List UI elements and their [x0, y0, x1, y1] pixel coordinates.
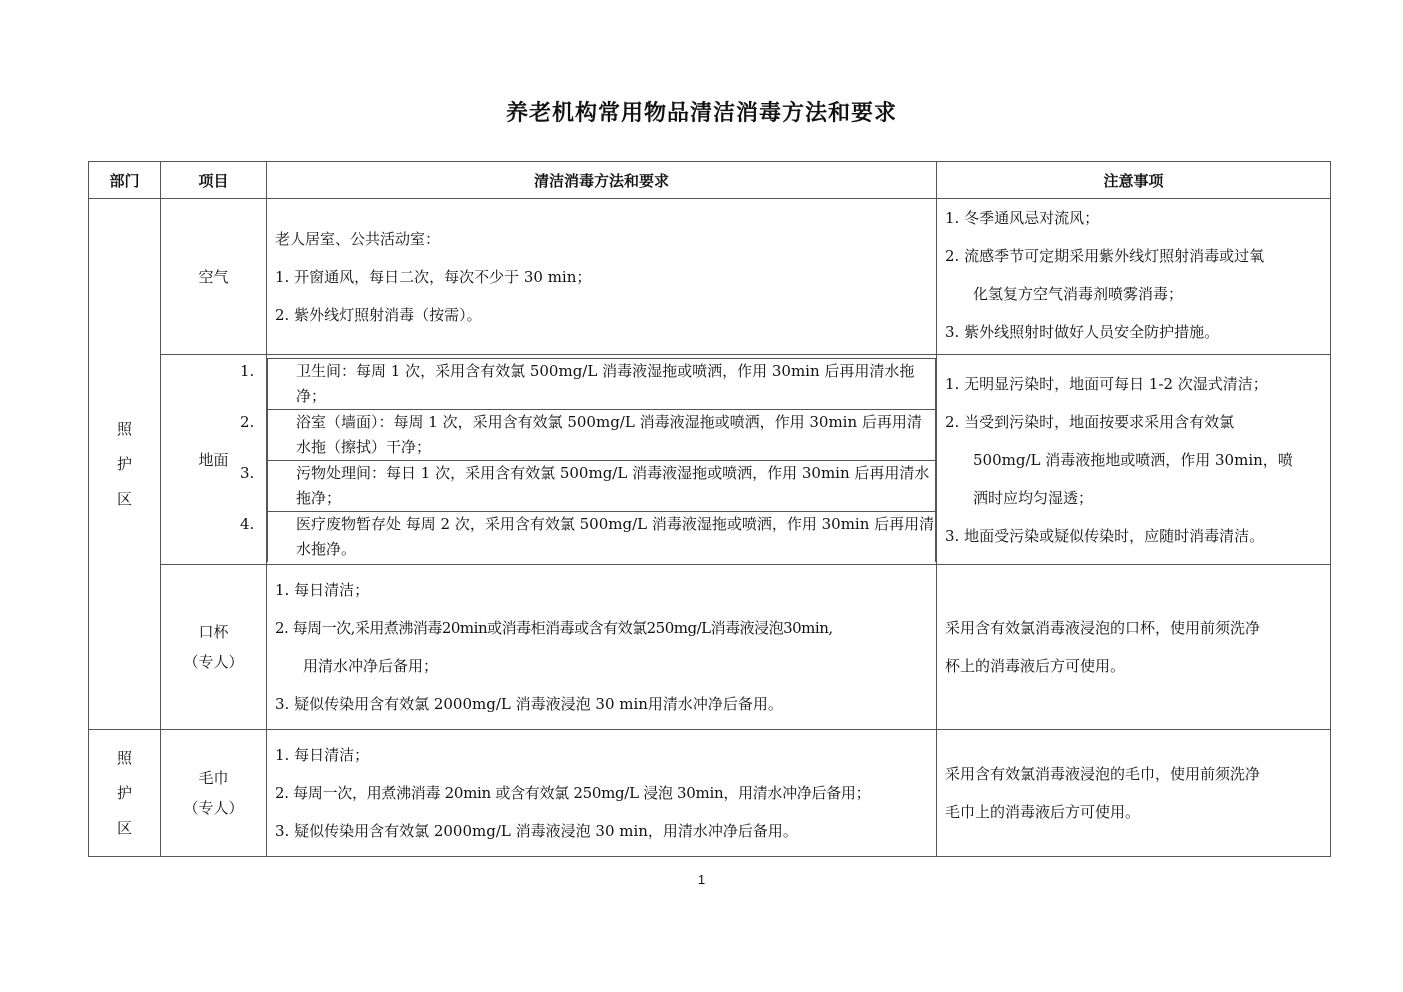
- method-line: 3. 疑似传染用含有效氯 2000mg/L 消毒液浸泡 30 min，用清水冲净后备用。: [275, 822, 798, 840]
- item-towel-sub: （专人）: [183, 799, 244, 817]
- item-number: 4.: [240, 514, 255, 533]
- dept-char: 护: [116, 454, 132, 473]
- method-intro: 老人居室、公共活动室：: [275, 229, 441, 248]
- item-text: 医疗废物暂存处 每周 2 次，采用含有效氯 500mg/L 消毒液湿拖或喷洒，作用 30min 后再用清水拖净。: [296, 514, 935, 558]
- item-number: 1.: [240, 361, 255, 380]
- header-notes: 注意事项: [937, 162, 1331, 199]
- method-cup: [267, 565, 937, 730]
- list-item: [268, 460, 936, 511]
- table-row-air: [89, 199, 1331, 355]
- item-number: 2.: [240, 412, 255, 431]
- item-text: 浴室（墙面）：每周 1 次，采用含有效氯 500mg/L 消毒液湿拖或喷洒，作用 30min 后再用清水拖（擦拭）干净；: [296, 412, 922, 456]
- method-air: [267, 199, 937, 355]
- method-line: 用清水冲净后备用；: [303, 657, 439, 675]
- note-line: 化氢复方空气消毒剂喷雾消毒；: [973, 285, 1184, 303]
- item-floor: 地面: [161, 355, 267, 565]
- method-line: 3. 疑似传染用含有效氯 2000mg/L 消毒液浸泡 30 min用清水冲净后备用。: [275, 695, 783, 713]
- method-line: 2. 每周一次，用煮沸消毒 20min 或含有效氯 250mg/L 浸泡 30min，用清水冲净后备用；: [275, 784, 871, 802]
- dept-char: 照: [116, 748, 132, 767]
- note-line: 3. 地面受污染或疑似传染时，应随时消毒清洁。: [945, 526, 1265, 545]
- header-item: 项目: [161, 162, 267, 199]
- dept-char: 照: [116, 419, 132, 438]
- list-item: [268, 409, 936, 460]
- floor-method-list: [240, 358, 936, 562]
- note-line: 采用含有效氯消毒液浸泡的口杯，使用前须洗净: [945, 619, 1261, 637]
- item-text: 卫生间：每周 1 次，采用含有效氯 500mg/L 消毒液湿拖或喷洒，作用 30min 后再用清水拖净；: [296, 361, 915, 405]
- header-method: 清洁消毒方法和要求: [267, 162, 937, 199]
- list-item: [268, 511, 936, 562]
- method-towel: [267, 730, 937, 857]
- note-line: 3. 紫外线照射时做好人员安全防护措施。: [945, 323, 1220, 341]
- note-line: 杯上的消毒液后方可使用。: [945, 657, 1126, 675]
- item-towel-label: 毛巾: [198, 769, 229, 787]
- page-title: 养老机构常用物品清洁消毒方法和要求: [505, 100, 897, 126]
- note-line: 500mg/L 消毒液拖地或喷洒，作用 30min，喷: [973, 450, 1293, 469]
- table-row-floor: [89, 355, 1331, 565]
- notes-cup: [937, 565, 1331, 730]
- notes-floor: [937, 355, 1331, 565]
- disinfection-table: [88, 161, 1331, 857]
- dept-char: 区: [116, 818, 132, 837]
- note-line: 洒时应均匀湿透；: [973, 488, 1094, 507]
- note-line: 2. 当受到污染时，地面按要求采用含有效氯: [945, 412, 1235, 431]
- table-row-cup: [89, 565, 1331, 730]
- dept-char: 区: [116, 489, 132, 508]
- notes-air: [937, 199, 1331, 355]
- list-item: [268, 358, 936, 409]
- method-line: 2. 每周一次,采用煮沸消毒20min或消毒柜消毒或含有效氯250mg/L消毒液浸泡30min,: [275, 619, 833, 637]
- header-dept: 部门: [89, 162, 161, 199]
- dept-cell-2: [89, 730, 161, 857]
- note-line: 采用含有效氯消毒液浸泡的毛巾，使用前须洗净: [945, 765, 1261, 783]
- method-line: 1. 开窗通风，每日二次，每次不少于 30 min；: [275, 267, 592, 286]
- dept-cell-1: [89, 199, 161, 730]
- method-line: 1. 每日清洁；: [275, 746, 370, 764]
- item-number: 3.: [240, 463, 255, 482]
- method-floor: [240, 355, 937, 565]
- method-line: 2. 紫外线灯照射消毒（按需）。: [275, 305, 482, 324]
- page-number: 1: [697, 872, 706, 887]
- item-cup-label: 口杯: [198, 623, 229, 641]
- notes-towel: [937, 730, 1331, 857]
- item-towel: [161, 730, 267, 857]
- item-cup-sub: （专人）: [183, 653, 244, 671]
- note-line: 1. 冬季通风忌对流风；: [945, 209, 1100, 227]
- item-text: 污物处理间：每日 1 次，采用含有效氯 500mg/L 消毒液湿拖或喷洒，作用 30min 后再用清水拖净；: [296, 463, 930, 507]
- item-cup: [161, 565, 267, 730]
- note-line: 2. 流感季节可定期采用紫外线灯照射消毒或过氧: [945, 247, 1265, 265]
- note-line: 1. 无明显污染时，地面可每日 1-2 次湿式清洁；: [945, 374, 1268, 393]
- table-row-towel: [89, 730, 1331, 857]
- dept-char: 护: [116, 783, 132, 802]
- table-header-row: [89, 162, 1331, 199]
- item-air: 空气: [161, 199, 267, 355]
- note-line: 毛巾上的消毒液后方可使用。: [945, 803, 1141, 821]
- method-line: 1. 每日清洁；: [275, 581, 370, 599]
